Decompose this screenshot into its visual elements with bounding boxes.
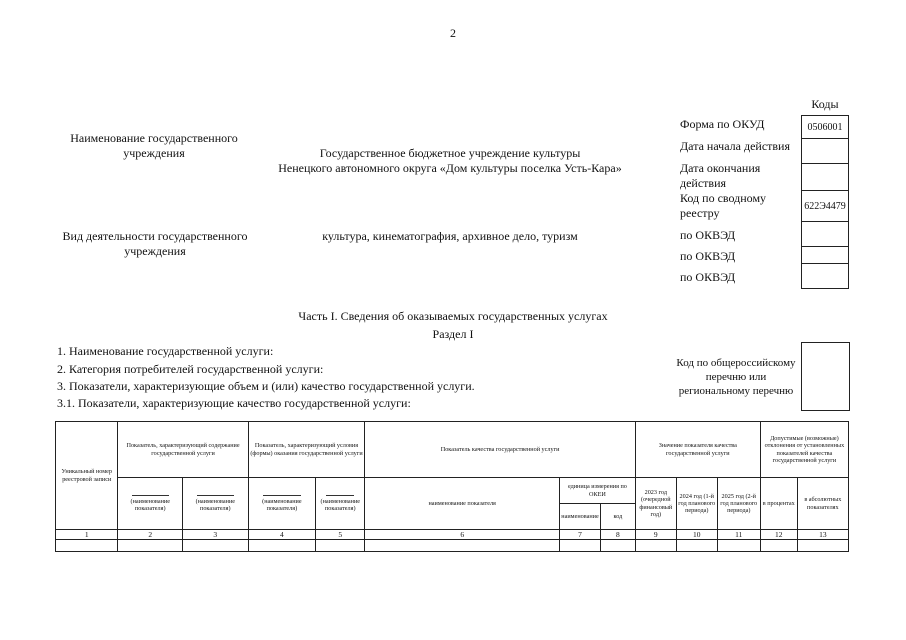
code-okved-1 (802, 222, 849, 247)
th-unique-number: Уникальный номер реестровой записи (56, 422, 118, 530)
col-num: 11 (717, 530, 760, 540)
section-title: Раздел I (432, 327, 474, 341)
label-end: Дата окончания действия (680, 161, 761, 190)
col-num: 9 (635, 530, 676, 540)
table-row (56, 540, 849, 552)
institution-name-line-1: Государственное бюджетное учреждение культуры (319, 146, 581, 160)
th-year-2024: 2024 год (1-й год планового периода) (676, 478, 717, 530)
th-conditions-indicator: Показатель, характеризующий условия (формы) оказания государственной услуги (248, 422, 365, 478)
label-registry: Код по сводному реестру (680, 191, 767, 220)
col-num: 4 (248, 530, 316, 540)
col-num: 5 (316, 530, 365, 540)
th-deviations: Допустимые (возможные) отклонения от установленных показателей качества государственной услуги (760, 422, 848, 478)
quality-indicators-table (55, 421, 849, 552)
th-unit-code: код (600, 504, 635, 530)
institution-name-line-2: Ненецкого автономного округа «Дом культуры поселка Усть-Кара» (278, 161, 622, 175)
code-start (802, 139, 849, 164)
col-num: 7 (560, 530, 601, 540)
th-name-indicator-d: (наименование показателя) (316, 478, 365, 530)
th-absolute: в абсолютных показателях (797, 478, 848, 530)
item-service-name: 1. Наименование государственной услуги: (57, 344, 274, 358)
label-okved-2: по ОКВЭД (680, 249, 736, 263)
label-start: Дата начала действия (680, 139, 790, 153)
th-unit: единица измерения по ОКЕИ (560, 478, 636, 504)
part-title: Часть I. Сведения об оказываемых государственных услугах (298, 309, 608, 323)
th-quality-indicator: Показатель качества государственной услуги (365, 422, 635, 478)
th-indicator-name: наименование показателя (365, 478, 560, 530)
activity-type-value: культура, кинематография, архивное дело, туризм (322, 229, 578, 243)
col-num: 13 (797, 530, 848, 540)
th-year-2023: 2023 год (очередной финансовый год) (635, 478, 676, 530)
code-end (802, 164, 849, 191)
label-okved-3: по ОКВЭД (680, 270, 736, 284)
registry-code-box (801, 342, 850, 411)
codes-header: Коды (802, 93, 849, 116)
code-okved-2 (802, 247, 849, 264)
col-num: 10 (676, 530, 717, 540)
th-name-indicator-b: (наименование показателя) (183, 478, 249, 530)
label-institution-name: Наименование государственного учреждения (70, 131, 238, 160)
column-number-row (56, 530, 849, 540)
page-number: 2 (450, 26, 456, 40)
col-num: 6 (365, 530, 560, 540)
registry-code-label: Код по общероссийскому перечню или региональному перечню (676, 357, 796, 397)
col-num: 8 (600, 530, 635, 540)
code-registry: 622Э4479 (802, 191, 849, 222)
code-okud: 0506001 (802, 116, 849, 139)
th-content-indicator: Показатель, характеризующий содержание государственной услуги (118, 422, 248, 478)
th-quality-values: Значение показателя качества государственной услуги (635, 422, 760, 478)
th-year-2025: 2025 год (2-й год планового периода) (717, 478, 760, 530)
label-okud: Форма по ОКУД (680, 117, 765, 131)
th-percent: в процентах (760, 478, 797, 530)
th-name-indicator-a: (наименование показателя) (118, 478, 183, 530)
code-okved-3 (802, 264, 849, 289)
col-num: 1 (56, 530, 118, 540)
item-quality-indicators: 3.1. Показатели, характеризующие качество государственной услуги: (57, 396, 411, 410)
col-num: 12 (760, 530, 797, 540)
col-num: 3 (183, 530, 249, 540)
col-num: 2 (118, 530, 183, 540)
label-okved-1: по ОКВЭД (680, 228, 736, 242)
label-activity-type: Вид деятельности государственного учреждения (62, 229, 248, 258)
item-consumer-category: 2. Категория потребителей государственной услуги: (57, 362, 324, 376)
th-name-indicator-c: (наименование показателя) (248, 478, 316, 530)
item-indicators: 3. Показатели, характеризующие объем и (или) качество государственной услуги. (57, 379, 475, 393)
codes-table (801, 93, 849, 289)
th-unit-name: наименование (560, 504, 601, 530)
